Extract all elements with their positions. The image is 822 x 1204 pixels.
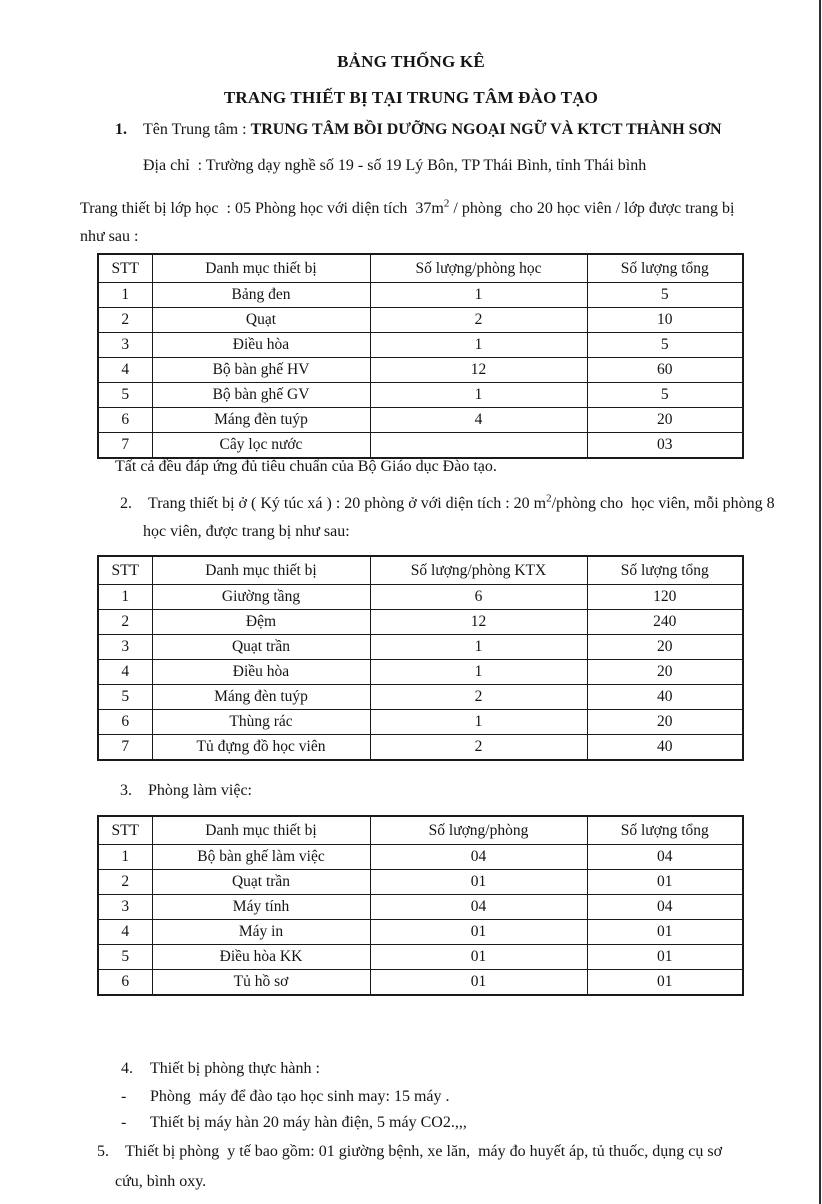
table-cell: 01 — [587, 945, 743, 970]
table-cell: Điều hòa KK — [152, 945, 370, 970]
table-cell: 5 — [98, 945, 152, 970]
table-cell: Quạt — [152, 308, 370, 333]
table-cell: 01 — [370, 945, 587, 970]
table-cell: 20 — [587, 660, 743, 685]
table-cell: Đệm — [152, 610, 370, 635]
table-cell: Bộ bàn ghế làm việc — [152, 845, 370, 870]
table-cell: Điều hòa — [152, 333, 370, 358]
table-row — [98, 383, 743, 408]
table-cell: 2 — [98, 870, 152, 895]
table-header-row — [98, 556, 743, 585]
table-cell: 01 — [587, 870, 743, 895]
table-cell: 40 — [587, 735, 743, 761]
table-header-row — [98, 816, 743, 845]
table-row — [98, 920, 743, 945]
table-cell — [370, 433, 587, 459]
table-header-cell: STT — [98, 816, 152, 845]
table-cell: 10 — [587, 308, 743, 333]
table-cell: 3 — [98, 635, 152, 660]
document-title: BẢNG THỐNG KÊ — [337, 52, 485, 71]
table-cell: Cây lọc nước — [152, 433, 370, 459]
practice-bullet-2 — [121, 1114, 781, 1132]
table-cell: 04 — [587, 845, 743, 870]
table-row — [98, 735, 743, 761]
table-cell: 1 — [370, 710, 587, 735]
table-cell: 1 — [370, 660, 587, 685]
table-cell: Máy tính — [152, 895, 370, 920]
table-cell: 1 — [370, 333, 587, 358]
table-header-cell: Số lượng tổng — [587, 816, 743, 845]
table-cell: Tủ hồ sơ — [152, 970, 370, 996]
table-cell: 12 — [370, 610, 587, 635]
table-cell: 20 — [587, 635, 743, 660]
table-row — [98, 685, 743, 710]
table-cell: 7 — [98, 433, 152, 459]
dash-marker: - — [121, 1114, 127, 1131]
table-cell: Điều hòa — [152, 660, 370, 685]
table-cell: 6 — [370, 585, 587, 610]
table-row — [98, 635, 743, 660]
table-row — [98, 660, 743, 685]
superscript-2: 2 — [546, 492, 552, 505]
table-row — [98, 408, 743, 433]
table-row — [98, 945, 743, 970]
table-cell: Bảng đen — [152, 283, 370, 308]
table-header-row — [98, 254, 743, 283]
table-cell: 04 — [587, 895, 743, 920]
table-cell: 04 — [370, 895, 587, 920]
dormitory-equipment-table — [97, 555, 744, 761]
table-cell: 40 — [587, 685, 743, 710]
table-cell: 20 — [587, 408, 743, 433]
table-header-cell: Danh mục thiết bị — [152, 556, 370, 585]
table-cell: 2 — [370, 685, 587, 710]
item-5-number: 5. — [97, 1143, 109, 1160]
office-section-heading — [120, 782, 720, 800]
dash-marker: - — [121, 1088, 127, 1105]
table-cell: 2 — [370, 735, 587, 761]
office-section-title: Phòng làm việc: — [148, 782, 252, 799]
table-cell: 5 — [587, 383, 743, 408]
table-row — [98, 870, 743, 895]
table-cell: 6 — [98, 408, 152, 433]
table-cell: 2 — [98, 308, 152, 333]
center-address: Địa chỉ : Trường dạy nghề số 19 - số 19 Lý Bôn, TP Thái Bình, tỉnh Thái bình — [143, 157, 647, 174]
table-cell: Bộ bàn ghế HV — [152, 358, 370, 383]
table-cell: Máy in — [152, 920, 370, 945]
item-4-number: 4. — [121, 1060, 133, 1077]
table-cell: 120 — [587, 585, 743, 610]
item-3-number: 3. — [120, 782, 132, 799]
table-cell: 01 — [587, 970, 743, 996]
medical-section-paragraph — [97, 1137, 740, 1197]
table-cell: 1 — [98, 845, 152, 870]
table-cell: 03 — [587, 433, 743, 459]
table-cell: 12 — [370, 358, 587, 383]
center-name-line — [115, 121, 805, 139]
table-cell: 6 — [98, 970, 152, 996]
superscript-2: 2 — [443, 197, 450, 210]
table-cell: 1 — [98, 585, 152, 610]
table-cell: 60 — [587, 358, 743, 383]
item-2-number: 2. — [120, 495, 132, 512]
table-cell: 4 — [98, 358, 152, 383]
table-row — [98, 895, 743, 920]
table-header-cell: Số lượng/phòng KTX — [370, 556, 587, 585]
table-cell: 1 — [98, 283, 152, 308]
table-header-cell: Số lượng tổng — [587, 254, 743, 283]
table-cell: 3 — [98, 333, 152, 358]
table-cell: 4 — [98, 660, 152, 685]
table-row — [98, 610, 743, 635]
table-cell: Quạt trần — [152, 635, 370, 660]
practice-bullet-2-text: Thiết bị máy hàn 20 máy hàn điện, 5 máy CO2.,,, — [150, 1114, 467, 1131]
center-name-value: TRUNG TÂM BỒI DƯỠNG NGOẠI NGỮ VÀ KTCT THÀNH SƠN — [250, 121, 722, 138]
table-cell: 01 — [587, 920, 743, 945]
table-cell: Thùng rác — [152, 710, 370, 735]
practice-bullet-1-text: Phòng máy để đào tạo học sinh may: 15 máy . — [150, 1088, 450, 1105]
table-row — [98, 845, 743, 870]
table-row — [98, 333, 743, 358]
center-name-label: Tên Trung tâm : — [143, 121, 251, 138]
table-header-cell: Số lượng tổng — [587, 556, 743, 585]
table-cell: 04 — [370, 845, 587, 870]
table-cell: Máng đèn tuýp — [152, 685, 370, 710]
table-header-cell: Số lượng/phòng — [370, 816, 587, 845]
table-cell: 5 — [98, 685, 152, 710]
table-row — [98, 710, 743, 735]
table-row — [98, 433, 743, 459]
classroom-intro-text-cont: / phòng cho 20 học viên / lớp được trang bị như sau : — [80, 200, 739, 245]
table-cell: 5 — [587, 283, 743, 308]
table-cell: Máng đèn tuýp — [152, 408, 370, 433]
table-cell: 4 — [370, 408, 587, 433]
table-row — [98, 970, 743, 996]
table-header-cell: STT — [98, 556, 152, 585]
table-cell: Tủ đựng đồ học viên — [152, 735, 370, 761]
item-1-number: 1. — [115, 121, 127, 138]
table-cell: 3 — [98, 895, 152, 920]
table-cell: 1 — [370, 283, 587, 308]
practice-bullet-1 — [121, 1088, 781, 1106]
classroom-equipment-table — [97, 253, 744, 459]
medical-section-text: Thiết bị phòng y tế bao gồm: 01 giường bệnh, xe lăn, máy đo huyết áp, tủ thuốc, dụng cụ sơ cứu, bình oxy. — [115, 1143, 727, 1190]
table-cell: 1 — [370, 383, 587, 408]
table-cell: 7 — [98, 735, 152, 761]
table-row — [98, 358, 743, 383]
page-right-edge-line — [819, 0, 821, 1204]
table-header-cell: Danh mục thiết bị — [152, 254, 370, 283]
table-cell: 1 — [370, 635, 587, 660]
table-header-cell: Danh mục thiết bị — [152, 816, 370, 845]
document-subtitle: TRANG THIẾT BỊ TẠI TRUNG TÂM ĐÀO TẠO — [223, 88, 599, 107]
table-cell: 2 — [98, 610, 152, 635]
table-cell: Bộ bàn ghế GV — [152, 383, 370, 408]
table-header-cell: Số lượng/phòng học — [370, 254, 587, 283]
table-cell: Giường tầng — [152, 585, 370, 610]
dormitory-intro-text-cont: /phòng cho học viên, mỗi phòng 8 học viên, được trang bị như sau: — [143, 495, 779, 540]
table-row — [98, 283, 743, 308]
table-cell: 4 — [98, 920, 152, 945]
dormitory-intro-paragraph — [120, 490, 791, 546]
table-cell: 5 — [587, 333, 743, 358]
dormitory-intro-text: Trang thiết bị ở ( Ký túc xá ) : 20 phòng ở với diện tích : 20 m — [148, 495, 547, 512]
table-cell: 6 — [98, 710, 152, 735]
standards-note: Tất cả đều đáp ứng đủ tiêu chuẩn của Bộ Giáo dục Đào tạo. — [115, 458, 497, 475]
table-row — [98, 308, 743, 333]
table-cell: 01 — [370, 970, 587, 996]
practice-section-heading — [121, 1060, 771, 1078]
classroom-intro-text: Trang thiết bị lớp học : 05 Phòng học với diện tích 37m — [80, 200, 444, 217]
table-header-cell: STT — [98, 254, 152, 283]
practice-section-title: Thiết bị phòng thực hành : — [150, 1060, 320, 1077]
table-cell: Quạt trần — [152, 870, 370, 895]
table-row — [98, 585, 743, 610]
table-cell: 2 — [370, 308, 587, 333]
office-equipment-table — [97, 815, 744, 996]
table-cell: 01 — [370, 870, 587, 895]
table-cell: 01 — [370, 920, 587, 945]
table-cell: 240 — [587, 610, 743, 635]
classroom-intro-paragraph — [80, 195, 752, 251]
table-cell: 5 — [98, 383, 152, 408]
table-cell: 20 — [587, 710, 743, 735]
